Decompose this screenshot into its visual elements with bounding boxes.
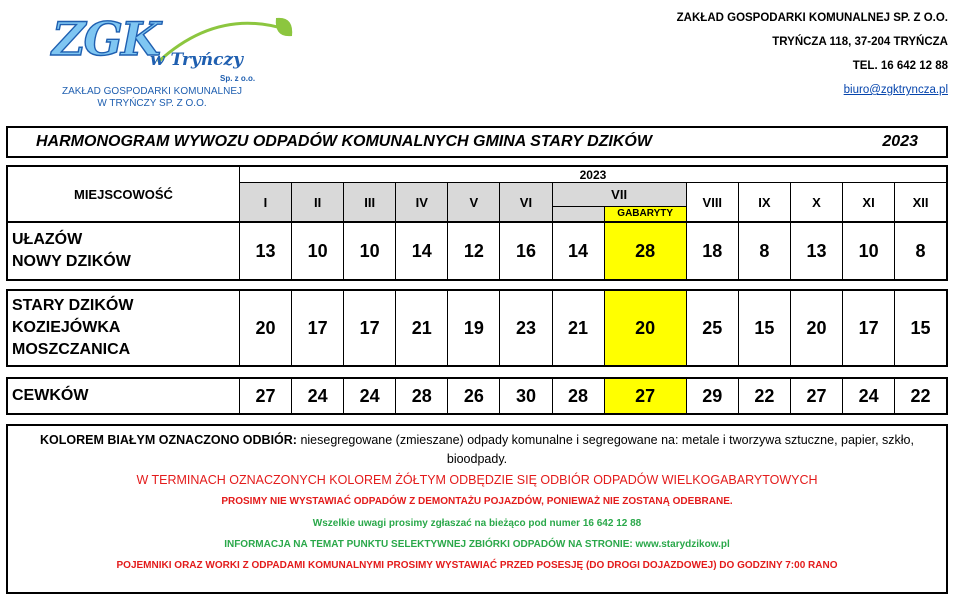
row-spacer	[7, 280, 947, 290]
date-cell: 22	[738, 378, 790, 414]
month-header: XI	[843, 183, 895, 223]
date-cell: 21	[552, 290, 604, 366]
location-name: STARY DZIKÓW	[12, 297, 134, 314]
note-vehicle-parts: PROSIMY NIE WYSTAWIAĆ ODPADÓW Z DEMONTAŻU POJAZDÓW, PONIEWAŻ NIE ZOSTANĄ ODEBRANE.	[221, 496, 733, 507]
date-cell: 24	[344, 378, 396, 414]
row-spacer	[7, 366, 947, 378]
gabaryty-date-cell: 20	[604, 290, 686, 366]
note-yellow-bulky: W TERMINACH OZNACZONYCH KOLOREM ŻÓŁTYM ODBĘDZIE SIĘ ODBIÓR ODPADÓW WIELKOGABARYTOWYCH	[136, 473, 818, 487]
month-header: X	[790, 183, 842, 223]
note-phone-contact: Wszelkie uwagi prosimy zgłaszać na bieżąco pod numer 16 642 12 88	[312, 518, 642, 529]
note-white-collection-text: niesegregowane (zmieszane) odpady komunalne i segregowane na: metale i tworzywa sztuczne, papier, szkło, bioodpady.	[296, 433, 914, 466]
date-cell: 17	[292, 290, 344, 366]
date-cell: 15	[738, 290, 790, 366]
month-header: IX	[738, 183, 790, 223]
date-cell: 8	[895, 222, 947, 280]
location-name: UŁAZÓW	[12, 231, 83, 248]
logo-spzoo-text: Sp. z o.o.	[220, 74, 256, 83]
company-logo	[52, 10, 262, 110]
note-pszok-website: INFORMACJA NA TEMAT PUNKTU SELEKTYWNEJ ZBIÓRKI ODPADÓW NA STRONIE: www.starydzikow.pl	[224, 539, 730, 550]
gabaryty-label: GABARYTY	[604, 206, 686, 222]
company-name: ZAKŁAD GOSPODARKI KOMUNALNEJ SP. Z O.O.	[676, 12, 948, 24]
date-cell: 25	[686, 290, 738, 366]
date-cell: 13	[239, 222, 291, 280]
location-name: CEWKÓW	[12, 387, 89, 404]
date-cell: 28	[396, 378, 448, 414]
notes-box	[6, 424, 948, 594]
date-cell: 14	[552, 222, 604, 280]
date-cell: 27	[790, 378, 842, 414]
note-white-collection-label: KOLOREM BIAŁYM OZNACZONO ODBIÓR:	[40, 433, 297, 447]
location-name: KOZIEJÓWKA	[12, 319, 121, 336]
date-cell: 24	[292, 378, 344, 414]
schedule-year: 2023	[882, 133, 918, 150]
month-header: II	[292, 183, 344, 223]
month-header: VI	[500, 183, 552, 223]
logo-location-text: w Tryńczy	[150, 50, 244, 70]
date-cell: 13	[790, 222, 842, 280]
date-cell: 19	[448, 290, 500, 366]
location-name: MOSZCZANICA	[12, 341, 131, 358]
note-bins-time: POJEMNIKI ORAZ WORKI Z ODPADAMI KOMUNALNYMI PROSIMY WYSTAWIAĆ PRZED POSESJĘ (DO DROGI DOJAZDOWEJ) DO GODZINY 7:00 RANO	[116, 560, 838, 571]
date-cell: 12	[448, 222, 500, 280]
date-cell: 10	[344, 222, 396, 280]
logo-zgk-text: ZGK	[52, 12, 159, 66]
year-header: 2023	[239, 166, 947, 183]
month-header: V	[448, 183, 500, 223]
schedule-table	[6, 165, 948, 415]
date-cell: 17	[843, 290, 895, 366]
gabaryty-date-cell: 27	[604, 378, 686, 414]
company-phone: TEL. 16 642 12 88	[852, 60, 948, 72]
month-header-vii: VII	[552, 183, 686, 207]
month-header: XII	[895, 183, 947, 223]
date-cell: 26	[448, 378, 500, 414]
schedule-title: HARMONOGRAM WYWOZU ODPADÓW KOMUNALNYCH GMINA STARY DZIKÓW	[36, 133, 652, 150]
date-cell: 17	[344, 290, 396, 366]
date-cell: 15	[895, 290, 947, 366]
location-header: MIEJSCOWOŚĆ	[7, 166, 239, 222]
date-cell: 28	[552, 378, 604, 414]
month-header: IV	[396, 183, 448, 223]
date-cell: 23	[500, 290, 552, 366]
date-cell: 18	[686, 222, 738, 280]
row-location-cell	[7, 222, 239, 280]
date-cell: 24	[843, 378, 895, 414]
schedule-title-bar	[6, 126, 948, 158]
date-cell: 20	[239, 290, 291, 366]
gabaryty-date-cell: 28	[604, 222, 686, 280]
month-header: I	[239, 183, 291, 223]
date-cell: 8	[738, 222, 790, 280]
month-vii-sub-blank	[552, 206, 604, 222]
row-location-cell	[7, 378, 239, 414]
date-cell: 10	[843, 222, 895, 280]
note-white-collection	[8, 431, 946, 469]
company-info	[677, 6, 948, 102]
date-cell: 27	[239, 378, 291, 414]
date-cell: 16	[500, 222, 552, 280]
date-cell: 22	[895, 378, 947, 414]
location-name: NOWY DZIKÓW	[12, 253, 131, 270]
date-cell: 10	[292, 222, 344, 280]
date-cell: 14	[396, 222, 448, 280]
logo-caption-line1: ZAKŁAD GOSPODARKI KOMUNALNEJ	[61, 86, 243, 97]
date-cell: 29	[686, 378, 738, 414]
logo-caption-line2: W TRYŃCZY SP. Z O.O.	[97, 98, 207, 109]
date-cell: 30	[500, 378, 552, 414]
month-header: III	[344, 183, 396, 223]
date-cell: 21	[396, 290, 448, 366]
date-cell: 20	[790, 290, 842, 366]
row-location-cell	[7, 290, 239, 366]
company-address: TRYŃCZA 118, 37-204 TRYŃCZA	[772, 36, 948, 48]
month-header: VIII	[686, 183, 738, 223]
logo-caption	[52, 86, 252, 110]
company-email-link[interactable]: biuro@zgktryncza.pl	[843, 84, 948, 96]
